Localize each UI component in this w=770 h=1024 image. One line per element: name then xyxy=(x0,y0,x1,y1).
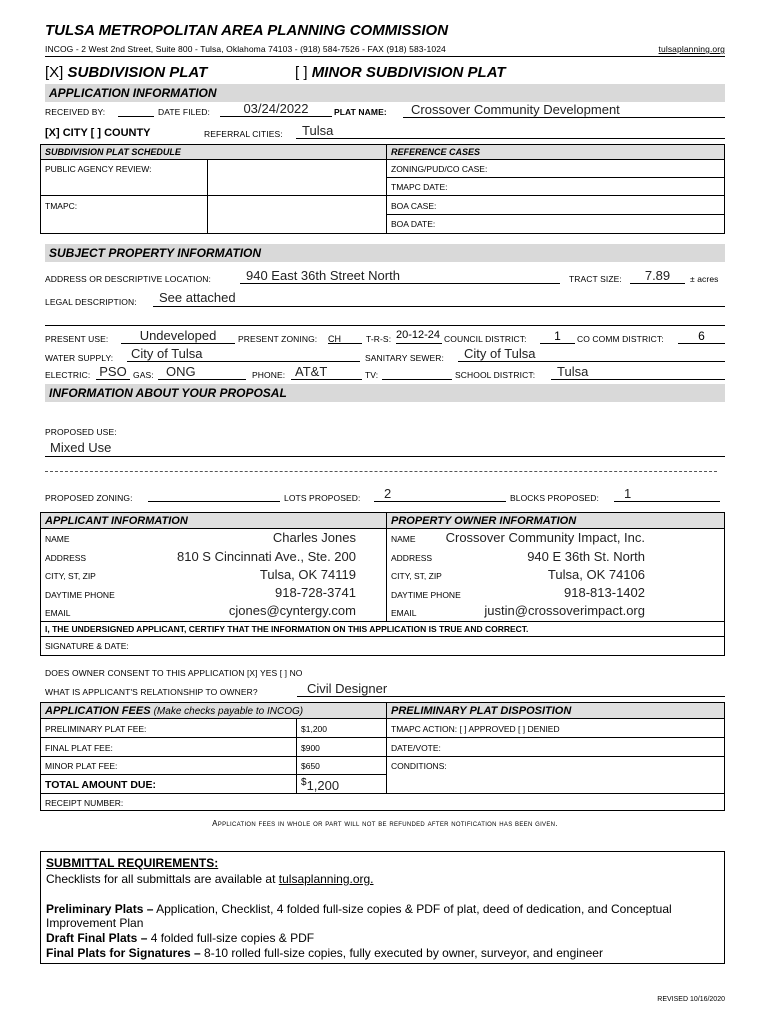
applicant-name-label: NAME xyxy=(45,534,70,544)
fee-row-label: PRELIMINARY PLAT FEE: xyxy=(45,724,147,734)
applicant-email-label: EMAIL xyxy=(45,608,71,618)
present-use-field[interactable]: Undeveloped xyxy=(121,328,235,344)
co-comm-district-label: CO COMM DISTRICT: xyxy=(577,334,664,344)
school-district-label: SCHOOL DISTRICT: xyxy=(455,370,536,380)
phone-field[interactable]: AT&T xyxy=(291,364,362,380)
minor-checkbox[interactable]: [ ] xyxy=(295,64,308,81)
plat-name-label: PLAT NAME: xyxy=(334,107,387,117)
water-supply-label: WATER SUPPLY: xyxy=(45,353,114,363)
applicant-email-field[interactable]: cjones@cyntergy.com xyxy=(228,603,356,618)
date-filed-field[interactable]: 03/24/2022 xyxy=(220,101,332,117)
referral-cities-label: REFERRAL CITIES: xyxy=(204,129,283,139)
sanitary-sewer-label: SANITARY SEWER: xyxy=(365,353,444,363)
plat-name-field[interactable]: Crossover Community Development xyxy=(403,102,725,118)
applicant-address-field[interactable]: 810 S Cincinnati Ave., Ste. 200 xyxy=(177,549,356,564)
present-use-label: PRESENT USE: xyxy=(45,334,109,344)
owner-address-field[interactable]: 940 E 36th St. North xyxy=(527,549,645,564)
lots-proposed-field[interactable]: 2 xyxy=(374,486,506,502)
electric-label: ELECTRIC: xyxy=(45,370,91,380)
owner-phone-field[interactable]: 918-813-1402 xyxy=(564,585,645,600)
legal-description-field[interactable]: See attached xyxy=(153,290,725,307)
city-county-selector[interactable]: [X] CITY [ ] COUNTY xyxy=(45,127,151,139)
gas-label: GAS: xyxy=(133,370,154,380)
water-supply-field[interactable]: City of Tulsa xyxy=(127,346,360,362)
applicant-address-label: ADDRESS xyxy=(45,553,87,563)
prelim-text: Application, Checklist, 4 folded full-size copies & PDF of plat, deed of dedication, and Conceptual Improvement Plan xyxy=(46,902,672,930)
fees-heading-note: (Make checks payable to INCOG) xyxy=(153,706,304,717)
referral-cities-field[interactable]: Tulsa xyxy=(296,123,725,139)
owner-name-label: NAME xyxy=(391,534,416,544)
final-text: 8-10 rolled full-size copies, fully executed by owner, surveyor, and engineer xyxy=(200,946,603,960)
proposed-zoning-field[interactable] xyxy=(148,488,280,502)
checklist-note xyxy=(46,872,374,886)
received-by-label: RECEIVED BY: xyxy=(45,107,106,117)
tmapc-label: TMAPC: xyxy=(45,201,78,211)
electric-field[interactable]: PSO xyxy=(96,364,130,380)
submittal-heading: SUBMITTAL REQUIREMENTS: xyxy=(46,856,219,870)
tv-label: TV: xyxy=(365,370,379,380)
certification-statement: I, THE UNDERSIGNED APPLICANT, CERTIFY THAT THE INFORMATION ON THIS APPLICATION IS TRUE AND CORRECT. xyxy=(45,624,529,634)
date-vote-label: DATE/VOTE: xyxy=(391,743,441,753)
total-amount-field[interactable] xyxy=(301,777,339,795)
fee-row-amount: $900 xyxy=(301,743,320,753)
prelim-title: Preliminary Plats – xyxy=(46,902,154,916)
legal-description-label: LEGAL DESCRIPTION: xyxy=(45,297,137,307)
conditions-label: CONDITIONS: xyxy=(391,761,447,771)
school-district-field[interactable]: Tulsa xyxy=(551,364,725,380)
boa-date-label: BOA DATE: xyxy=(391,219,436,229)
blocks-proposed-field[interactable]: 1 xyxy=(614,486,720,502)
relationship-label: WHAT IS APPLICANT'S RELATIONSHIP TO OWNER? xyxy=(45,687,258,697)
owner-city-label: CITY, ST, ZIP xyxy=(391,571,442,581)
header-divider xyxy=(45,56,725,57)
prelim-plats-requirement xyxy=(46,902,722,930)
applicant-phone-field[interactable]: 918-728-3741 xyxy=(275,585,356,600)
legal-description-line-2 xyxy=(45,325,725,326)
owner-email-field[interactable]: justin@crossoverimpact.org xyxy=(484,603,645,618)
applicant-phone-label: DAYTIME PHONE xyxy=(45,590,115,600)
minor-label: MINOR SUBDIVISION PLAT xyxy=(311,64,506,81)
applicant-name-field[interactable]: Charles Jones xyxy=(272,530,356,545)
owner-name-field[interactable]: Crossover Community Impact, Inc. xyxy=(445,530,645,545)
boa-case-label: BOA CASE: xyxy=(391,201,437,211)
owner-email-label: EMAIL xyxy=(391,608,417,618)
final-title: Final Plats for Signatures – xyxy=(46,946,201,960)
revised-date: REVISED 10/16/2020 xyxy=(657,996,725,1003)
subdivision-label: SUBDIVISION PLAT xyxy=(67,64,208,81)
owner-city-field[interactable]: Tulsa, OK 74106 xyxy=(547,567,645,582)
tmapc-action[interactable]: TMAPC ACTION: [ ] APPROVED [ ] DENIED xyxy=(391,724,560,734)
public-agency-review-label: PUBLIC AGENCY REVIEW: xyxy=(45,164,152,174)
receipt-number-label: RECEIPT NUMBER: xyxy=(45,798,124,808)
received-by-field[interactable] xyxy=(118,103,154,117)
draft-final-requirement xyxy=(46,931,314,945)
tract-size-label: TRACT SIZE: xyxy=(569,274,622,284)
reference-cases-heading: REFERENCE CASES xyxy=(391,147,481,157)
applicant-heading: APPLICANT INFORMATION xyxy=(45,515,188,527)
council-district-label: COUNCIL DISTRICT: xyxy=(444,334,527,344)
tract-size-field[interactable]: 7.89 xyxy=(630,268,685,284)
tmapc-date-label: TMAPC DATE: xyxy=(391,182,448,192)
present-zoning-field[interactable]: CH xyxy=(328,330,362,344)
owner-consent[interactable]: DOES OWNER CONSENT TO THIS APPLICATION [X] YES [ ] NO xyxy=(45,668,303,678)
total-dollar-sign: $ xyxy=(301,777,307,788)
fees-heading xyxy=(45,705,303,717)
subject-property-heading: SUBJECT PROPERTY INFORMATION xyxy=(45,244,725,262)
application-info-heading: APPLICATION INFORMATION xyxy=(45,84,725,102)
relationship-field[interactable]: Civil Designer xyxy=(297,681,725,697)
applicant-city-label: CITY, ST, ZIP xyxy=(45,571,96,581)
blocks-proposed-label: BLOCKS PROPOSED: xyxy=(510,493,599,503)
sanitary-sewer-field[interactable]: City of Tulsa xyxy=(458,346,725,362)
phone-label: PHONE: xyxy=(252,370,286,380)
proposed-use-label: PROPOSED USE: xyxy=(45,427,117,437)
applicant-city-field[interactable]: Tulsa, OK 74119 xyxy=(259,567,356,582)
gas-field[interactable]: ONG xyxy=(158,364,246,380)
proposal-heading: INFORMATION ABOUT YOUR PROPOSAL xyxy=(45,384,725,402)
proposed-use-field[interactable]: Mixed Use xyxy=(45,440,725,457)
fee-row-amount: $650 xyxy=(301,761,320,771)
schedule-heading: SUBDIVISION PLAT SCHEDULE xyxy=(45,147,181,157)
draft-title: Draft Final Plats – xyxy=(46,931,148,945)
fee-row-label: MINOR PLAT FEE: xyxy=(45,761,118,771)
present-zoning-label: PRESENT ZONING: xyxy=(238,334,318,344)
fee-row-amount: $1,200 xyxy=(301,724,327,734)
trs-label: T-R-S: xyxy=(366,334,392,344)
checklist-text: Checklists for all submittals are available at xyxy=(46,872,279,886)
owner-address-label: ADDRESS xyxy=(391,553,433,563)
co-comm-district-field[interactable]: 6 xyxy=(678,329,725,344)
disposition-heading: PRELIMINARY PLAT DISPOSITION xyxy=(391,705,572,717)
lots-proposed-label: LOTS PROPOSED: xyxy=(284,493,361,503)
total-amount-label: TOTAL AMOUNT DUE: xyxy=(45,779,157,791)
zoning-case-label: ZONING/PUD/CO CASE: xyxy=(391,164,488,174)
website-link[interactable]: tulsaplanning.org xyxy=(658,44,725,54)
minor-plat-option[interactable] xyxy=(295,64,506,81)
refund-note: Application fees in whole or part will not be refunded after notification has been given. xyxy=(212,819,558,828)
date-filed-label: DATE FILED: xyxy=(158,107,210,117)
tv-field[interactable] xyxy=(382,366,452,380)
acres-label: ± acres xyxy=(690,274,719,284)
owner-phone-label: DAYTIME PHONE xyxy=(391,590,461,600)
fees-heading-label: APPLICATION FEES xyxy=(45,705,151,717)
checklist-link[interactable]: tulsaplanning.org. xyxy=(278,872,374,886)
signature-label: SIGNATURE & DATE: xyxy=(45,641,129,651)
subdivision-plat-option[interactable] xyxy=(45,64,207,81)
subdivision-checkbox[interactable]: [X] xyxy=(45,64,64,81)
agency-address: INCOG - 2 West 2nd Street, Suite 800 - Tulsa, Oklahoma 74103 - (918) 584-7526 - FAX (918) 583-1024 xyxy=(45,44,446,54)
trs-field[interactable]: 20-12-24 xyxy=(396,329,442,344)
council-district-field[interactable]: 1 xyxy=(540,329,575,344)
owner-heading: PROPERTY OWNER INFORMATION xyxy=(391,515,577,527)
fee-row-label: FINAL PLAT FEE: xyxy=(45,743,113,753)
proposed-zoning-label: PROPOSED ZONING: xyxy=(45,493,133,503)
draft-text: 4 folded full-size copies & PDF xyxy=(147,931,315,945)
address-label: ADDRESS OR DESCRIPTIVE LOCATION: xyxy=(45,274,211,284)
final-signatures-requirement xyxy=(46,946,603,960)
total-amount-value: 1,200 xyxy=(306,778,340,793)
proposed-use-line-2 xyxy=(45,471,717,472)
form-title: TULSA METROPOLITAN AREA PLANNING COMMISSION xyxy=(45,22,449,39)
address-field[interactable]: 940 East 36th Street North xyxy=(240,268,560,284)
